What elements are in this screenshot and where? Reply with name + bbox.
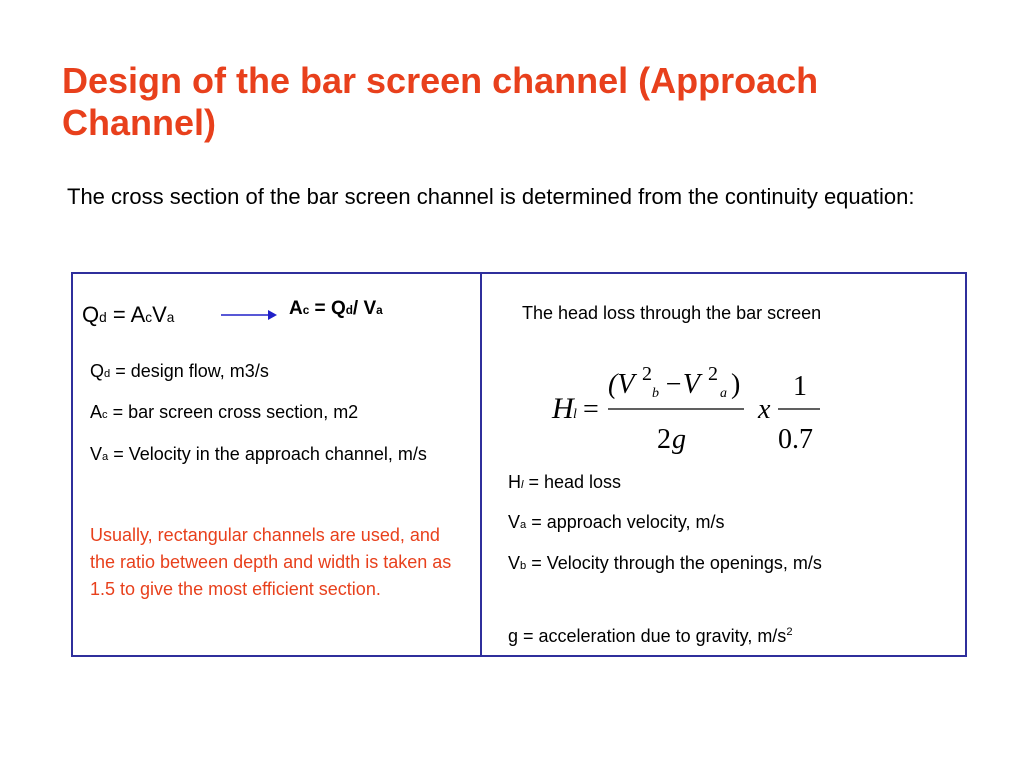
area-symbol: A [130,302,146,327]
arrow-right-icon [221,309,277,321]
equals-sign: = [106,302,131,327]
definition-approach-velocity [90,441,480,471]
def-subscript: d [104,368,111,380]
formula-lhs: H [552,392,574,425]
velocity-symbol: V [152,302,167,327]
flow-subscript: d [345,304,353,317]
formula-sub-a: a [720,386,727,401]
def-subscript: b [520,560,527,572]
def-symbol: g [508,626,519,646]
division-slash: / [352,298,364,319]
def-subscript: a [520,519,527,531]
factor-numerator: 1 [793,371,807,402]
equals-sign: = [309,298,331,319]
def-text: = design flow, m3/s [110,361,269,381]
def-symbol: Q [90,361,105,381]
def-text: = Velocity through the openings, m/s [526,553,822,573]
def-subscript: a [102,451,109,463]
formula-minus: −V [664,369,700,400]
definition-head-loss [508,469,888,499]
continuity-equation [82,300,174,333]
factor-denominator: 0.7 [778,424,813,455]
flow-symbol: Q [82,302,100,327]
definition-gravity [508,619,888,650]
def-symbol: V [508,512,521,532]
flow-symbol: Q [330,298,346,319]
definition-design-flow [90,359,480,386]
def-superscript: 2 [786,626,793,638]
formula-times: x [758,394,771,425]
formula-denominator: 2 [657,424,671,455]
def-symbol: A [90,402,103,422]
def-symbol: V [508,553,521,573]
area-equation [289,298,383,320]
velocity-subscript: a [166,310,175,325]
area-subscript: c [145,310,153,325]
formula-exp-a: 2 [708,363,718,385]
definition-approach-velocity-right [508,509,888,539]
intro-text: The cross section of the bar screen channel is determined from the continuity equation: [67,184,915,209]
def-subscript: c [102,409,108,421]
formula-numerator-open: (V [608,369,635,400]
def-text: = Velocity in the approach channel, m/s [108,444,427,464]
column-divider [480,272,482,657]
formula-equals: = [583,394,599,425]
velocity-symbol: V [363,298,377,319]
definition-cross-section [90,400,480,427]
head-loss-formula [540,360,840,460]
formula-numerator-close: ) [731,369,741,400]
formula-exp-b: 2 [642,363,652,385]
def-symbol: H [508,472,521,492]
def-text: = approach velocity, m/s [526,512,725,532]
slide-title: Design of the bar screen channel (Approach Channel) [62,60,819,143]
area-symbol: A [289,298,303,319]
def-text: = acceleration due to gravity, m/s [518,626,787,646]
formula-denominator-g: g [672,424,686,455]
formula-sub-b: b [652,386,659,401]
flow-subscript: d [99,310,107,325]
velocity-subscript: a [376,304,383,317]
head-loss-heading: The head loss through the bar screen [522,303,822,323]
design-note: Usually, rectangular channels are used, and the ratio between depth and width is taken as 1.5 to give the most efficient section. [90,525,452,599]
def-symbol: V [90,444,103,464]
def-text: = head loss [523,472,622,492]
definition-opening-velocity [508,550,878,580]
formula-lhs-subscript: l [573,407,577,422]
area-subscript: c [302,304,310,317]
def-text: = bar screen cross section, m2 [107,402,359,422]
def-subscript: l [521,479,524,491]
